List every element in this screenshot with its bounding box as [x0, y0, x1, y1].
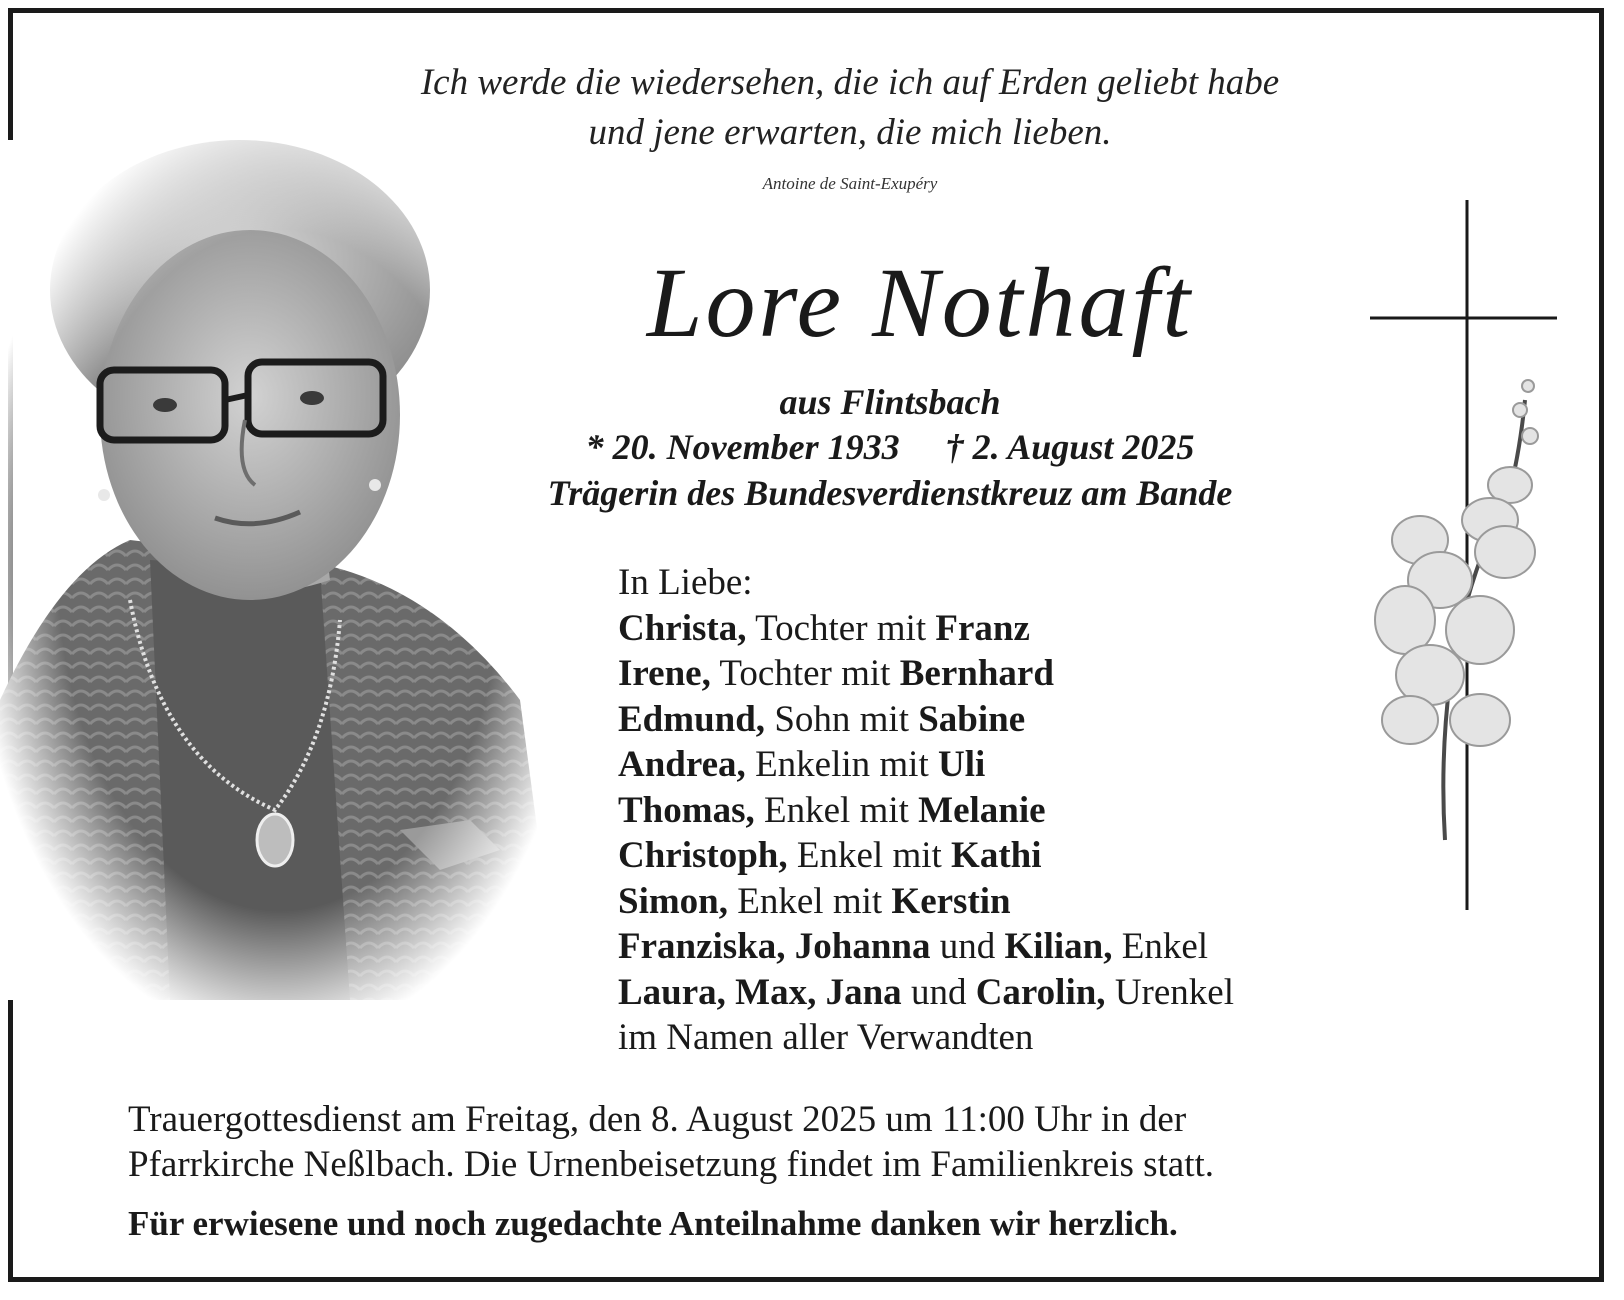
mourners-closing: im Namen aller Verwandten [618, 1017, 1034, 1058]
origin: aus Flintsbach [779, 382, 1001, 422]
service-line-2: Pfarrkirche Neßlbach. Die Urnenbeisetzung findet im Familienkreis statt. [128, 1144, 1215, 1185]
mourner-relation: Enkel mit [754, 789, 919, 831]
mourner-partner: Sabine [918, 698, 1026, 740]
list-item [618, 606, 1378, 652]
mourner-partner: Franz [935, 607, 1030, 649]
mourner-name: Laura, Max, Jana [618, 971, 902, 1013]
mourner-name: Andrea, [618, 744, 746, 785]
list-item [618, 833, 1378, 879]
deceased-name: Lore Nothaft [646, 247, 1194, 358]
mourner-partner: Uli [938, 744, 986, 785]
death-date: † 2. August 2025 [945, 427, 1195, 467]
mourner-partner: Melanie [918, 789, 1046, 831]
list-item [618, 924, 1378, 970]
thanks-note: Für erwiesene und noch zugedachte Anteilnahme danken wir herzlich. [128, 1204, 1178, 1243]
mourner-relation: und [901, 971, 976, 1013]
mourner-name: Christoph, [618, 835, 788, 876]
mourner-name: Christa, [618, 607, 747, 649]
mourner-name: Thomas, [618, 789, 755, 831]
service-info [128, 1097, 1528, 1187]
mourner-name: Irene, [618, 653, 711, 694]
mourner-partner: Kerstin [891, 880, 1011, 922]
mourner-relation: Enkel mit [728, 880, 892, 922]
mourner-partner: Kathi [951, 835, 1042, 876]
birth-date: * 20. November 1933 [585, 427, 900, 467]
quote-line-2: und jene erwarten, die mich lieben. [588, 112, 1112, 153]
list-item [618, 697, 1378, 743]
mourner-relation: Tochter mit [710, 653, 900, 694]
cross-orchid-icon [1370, 200, 1570, 920]
list-item [618, 788, 1378, 834]
mourner-partner: Bernhard [899, 653, 1054, 694]
mourners-list [618, 560, 1378, 1061]
mourner-name: Simon, [618, 880, 729, 922]
quote-line-1: Ich werde die wiedersehen, die ich auf Erden geliebt habe [420, 62, 1280, 103]
mourner-name: Franziska, Johanna [618, 926, 931, 967]
service-line-1: Trauergottesdienst am Freitag, den 8. August 2025 um 11:00 Uhr in der [128, 1099, 1187, 1140]
list-item [618, 651, 1378, 697]
list-item [618, 879, 1378, 925]
mourners-intro: In Liebe: [618, 562, 753, 603]
mourner-partner: Kilian, [1004, 926, 1113, 967]
mourner-partner: Carolin, [975, 971, 1106, 1013]
mourner-relation: Sohn mit [765, 698, 919, 740]
quote [360, 58, 1340, 158]
list-item [618, 970, 1378, 1016]
portrait-photo [0, 140, 560, 1000]
mourner-relation: Enkel mit [787, 835, 952, 876]
mourner-relation: Tochter mit [746, 607, 936, 649]
life-dates [440, 425, 1340, 469]
award: Trägerin des Bundesverdienstkreuz am Bande [547, 473, 1233, 513]
mourner-suffix: Urenkel [1105, 971, 1234, 1013]
list-item [618, 742, 1378, 788]
mourner-name: Edmund, [618, 698, 766, 740]
mourner-suffix: Enkel [1112, 926, 1209, 967]
mourner-relation: Enkelin mit [745, 744, 938, 785]
quote-author: Antoine de Saint-Exupéry [762, 174, 938, 193]
mourner-relation: und [930, 926, 1005, 967]
